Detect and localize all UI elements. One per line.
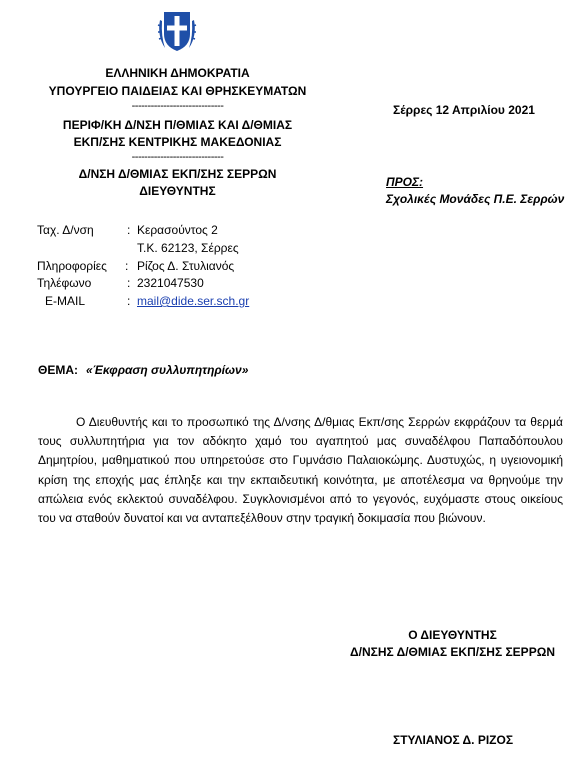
header-region: ΕΚΠ/ΣΗΣ ΚΕΝΤΡΙΚΗΣ ΜΑΚΕΔΟΝΙΑΣ: [73, 135, 282, 149]
phone-colon: :: [127, 276, 131, 290]
recipient-label: ΠΡΟΣ:: [386, 175, 424, 189]
address-label: Ταχ. Δ/νση: [37, 223, 94, 237]
header-regional-directorate: ΠΕΡΙΦ/ΚΗ Δ/ΝΣΗ Π/ΘΜΙΑΣ ΚΑΙ Δ/ΘΜΙΑΣ: [62, 118, 293, 132]
header-separator: -----------------------------: [131, 100, 224, 112]
phone-value: 2321047530: [137, 276, 204, 290]
email-link[interactable]: mail@dide.ser.sch.gr: [137, 294, 250, 308]
greek-coat-of-arms-icon: [157, 6, 197, 54]
address-line2: Τ.Κ. 62123, Σέρρες: [137, 241, 239, 255]
address-line1: Κερασούντος 2: [137, 223, 218, 237]
signature-office: Δ/ΝΣΗΣ Δ/ΘΜΙΑΣ ΕΚΠ/ΣΗΣ ΣΕΡΡΩΝ: [350, 645, 555, 659]
phone-label: Τηλέφωνο: [37, 276, 92, 290]
header-ministry: ΥΠΟΥΡΓΕΙΟ ΠΑΙΔΕΙΑΣ ΚΑΙ ΘΡΗΣΚΕΥΜΑΤΩΝ: [48, 84, 307, 98]
signature-title: Ο ΔΙΕΥΘΥΝΤΗΣ: [408, 628, 497, 642]
letter-body: Ο Διευθυντής και το προσωπικό της Δ/νσης Δ/θμιας Εκπ/σης Σερρών εκφράζουν τα θερμά τους συλλυπητήρια για τον αδόκητο χαμό του αγαπητού μας συναδέλφου Παπαδόπουλου Δημητρίου, μαθηματικού που υπηρετούσε στο Γυμνάσιο Παλαιοκώμης. Δυστυχώς, η υγειονομική κρίση της εποχής μας έπληξε και την εκπαιδευτική κοινότητα, με αποτέλεσμα να θρηνούμε την απώλεια ενός εκλεκτού συναδέλφου. Συγκλονισμένοι από το γεγονός, ευχόμαστε στους οικείους του να σταθούν δυνατοί και να ανταπεξέλθουν στην τραγική δοκιμασία που βιώνουν.: [38, 415, 563, 526]
date-place: Σέρρες 12 Απριλίου 2021: [393, 103, 535, 117]
address-colon: :: [127, 223, 131, 237]
header-directorate: Δ/ΝΣΗ Δ/ΘΜΙΑΣ ΕΚΠ/ΣΗΣ ΣΕΡΡΩΝ: [78, 167, 277, 181]
info-value: Ρίζος Δ. Στυλιανός: [137, 259, 235, 273]
info-colon: :: [125, 259, 129, 273]
header-separator: -----------------------------: [131, 151, 224, 163]
email-label: E-MAIL: [45, 294, 86, 308]
subject-value: «Έκφραση συλλυπητηρίων»: [86, 363, 249, 377]
subject-label: ΘΕΜΑ:: [38, 363, 78, 377]
info-label: Πληροφορίες: [37, 259, 107, 273]
header-country: ΕΛΛΗΝΙΚΗ ΔΗΜΟΚΡΑΤΙΑ: [105, 66, 250, 80]
email-colon: :: [127, 294, 131, 308]
recipient-value: Σχολικές Μονάδες Π.Ε. Σερρών: [386, 192, 565, 206]
header-director: ΔΙΕΥΘΥΝΤΗΣ: [139, 184, 216, 198]
signature-name: ΣΤΥΛΙΑΝΟΣ Δ. ΡΙΖΟΣ: [393, 733, 514, 747]
